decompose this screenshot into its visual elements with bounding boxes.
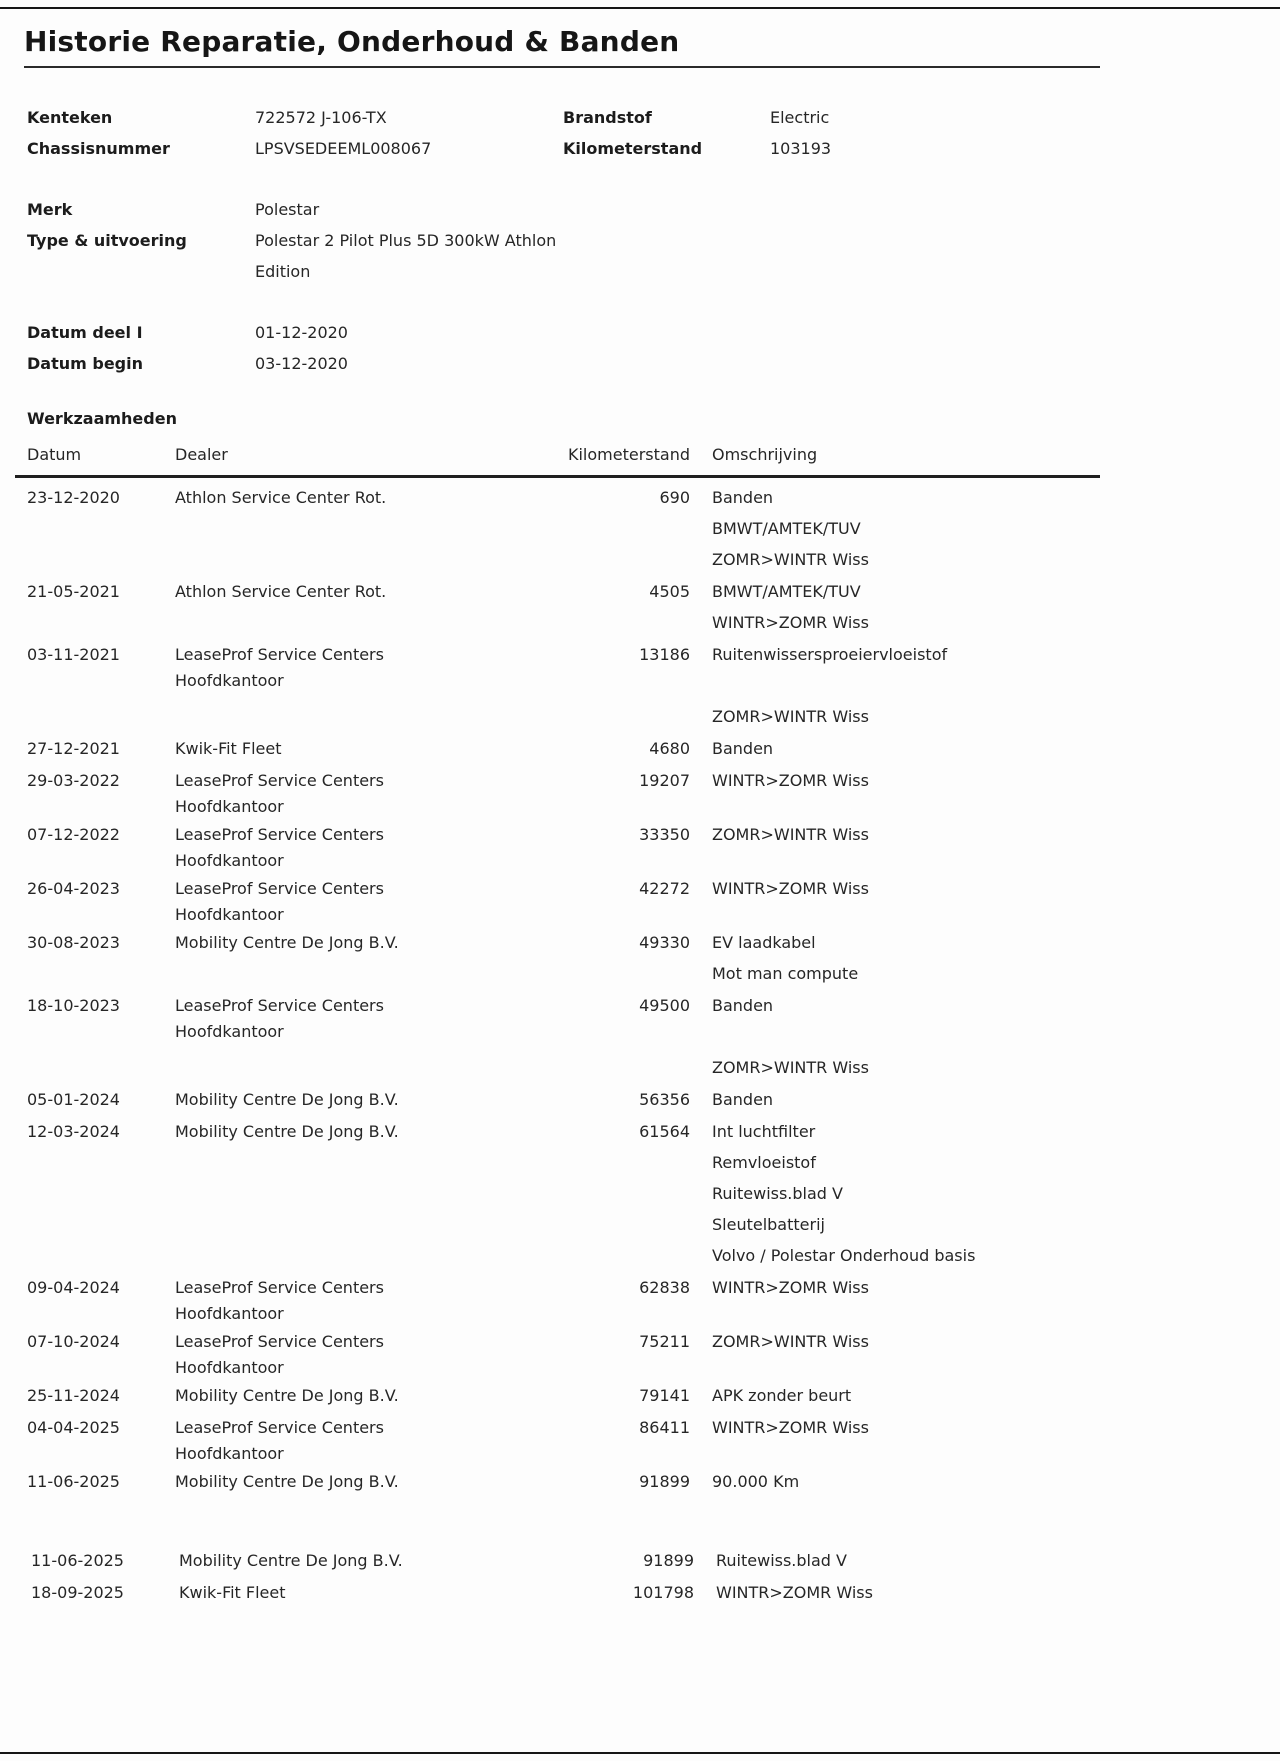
cell-kilometerstand: 13186: [639, 645, 690, 664]
info-label: Type & uitvoering: [27, 231, 187, 250]
dealer-line: LeaseProf Service Centers: [175, 996, 384, 1015]
omschrijving-line: Sleutelbatterij: [712, 1215, 825, 1234]
dealer-line: Hoofdkantoor: [175, 851, 284, 870]
dealer-line: Kwik-Fit Fleet: [175, 739, 282, 758]
cell-omschrijving: [690, 765, 1100, 818]
vehicle-info-group: [27, 102, 1280, 164]
info-value: 722572 J-106-TX: [255, 108, 387, 127]
cell-datum: 07-12-2022: [27, 825, 120, 844]
omschrijving-line: ZOMR>WINTR Wiss: [712, 1058, 869, 1077]
dealer-line: Athlon Service Center Rot.: [175, 582, 387, 601]
info-spacer: [563, 348, 770, 379]
dealer-line: LeaseProf Service Centers: [175, 879, 384, 898]
dealer-line: LeaseProf Service Centers: [175, 645, 384, 664]
table-row: [27, 927, 1100, 989]
dealer-line: LeaseProf Service Centers: [175, 771, 384, 790]
info-value: Polestar 2 Pilot Plus 5D 300kW Athlon Edition: [255, 231, 557, 281]
info-label: Kilometerstand: [563, 139, 703, 158]
table-row: [27, 1466, 1100, 1497]
info-value: Polestar: [255, 200, 320, 219]
cell-kilometerstand: 19207: [639, 771, 690, 790]
table-row: [27, 990, 1100, 1083]
cell-kilometerstand: 690: [659, 488, 690, 507]
dealer-line: Mobility Centre De Jong B.V.: [175, 1472, 399, 1491]
table-row: [27, 765, 1100, 818]
omschrijving-line: Volvo / Polestar Onderhoud basis: [712, 1246, 976, 1265]
cell-omschrijving: [690, 1116, 1100, 1271]
cell-dealer: [175, 1116, 545, 1271]
cell-kilometerstand: 4505: [649, 582, 690, 601]
cell-dealer: [175, 1326, 545, 1379]
dealer-line: LeaseProf Service Centers: [175, 1278, 384, 1297]
cell-dealer: [175, 576, 545, 638]
table-row: [31, 1577, 1100, 1608]
cell-kilometerstand: 49500: [639, 996, 690, 1015]
dealer-line: Hoofdkantoor: [175, 905, 284, 924]
table-row: [31, 1545, 1100, 1576]
cell-datum: 29-03-2022: [27, 771, 120, 790]
cell-kilometerstand: 42272: [639, 879, 690, 898]
omschrijving-line: WINTR>ZOMR Wiss: [712, 1278, 869, 1297]
cell-datum: 05-01-2024: [27, 1090, 120, 1109]
cell-dealer: [175, 639, 545, 732]
cell-kilometerstand: 62838: [639, 1278, 690, 1297]
table-header-row: [15, 439, 1100, 478]
table-row: [27, 1272, 1100, 1325]
cell-omschrijving: [690, 990, 1100, 1083]
cell-kilometerstand: 86411: [639, 1418, 690, 1437]
cell-omschrijving: [690, 733, 1100, 764]
cell-omschrijving: [690, 576, 1100, 638]
omschrijving-line: WINTR>ZOMR Wiss: [712, 771, 869, 790]
dealer-line: Hoofdkantoor: [175, 1444, 284, 1463]
cell-kilometerstand: 33350: [639, 825, 690, 844]
omschrijving-line: Int luchtfilter: [712, 1122, 816, 1141]
cell-dealer: [175, 765, 545, 818]
omschrijving-line: EV laadkabel: [712, 933, 816, 952]
table-row: [27, 1116, 1100, 1271]
cell-omschrijving: [690, 482, 1100, 575]
omschrijving-line: WINTR>ZOMR Wiss: [712, 1418, 869, 1437]
omschrijving-line: Banden: [712, 1090, 774, 1109]
info-spacer: [770, 348, 1280, 379]
table-row: [27, 482, 1100, 575]
vehicle-info-section: [27, 102, 1280, 379]
cell-datum: 12-03-2024: [27, 1122, 120, 1141]
cell-datum: 07-10-2024: [27, 1332, 120, 1351]
info-value: 01-12-2020: [255, 323, 348, 342]
cell-omschrijving: [690, 639, 1100, 732]
cell-datum: 30-08-2023: [27, 933, 120, 952]
omschrijving-line: WINTR>ZOMR Wiss: [716, 1583, 873, 1602]
omschrijving-line: Remvloeistof: [712, 1153, 816, 1172]
cell-dealer: [175, 482, 545, 575]
dealer-line: Hoofdkantoor: [175, 1022, 284, 1041]
dealer-line: Mobility Centre De Jong B.V.: [175, 933, 399, 952]
page-title: Historie Reparatie, Onderhoud & Banden: [24, 25, 680, 58]
cell-datum: 23-12-2020: [27, 488, 120, 507]
header-dealer: Dealer: [175, 445, 228, 464]
cell-dealer: [175, 1272, 545, 1325]
omschrijving-line: 90.000 Km: [712, 1472, 800, 1491]
cell-datum: 11-06-2025: [31, 1551, 124, 1570]
info-spacer: [563, 225, 770, 287]
omschrijving-line: Ruitewiss.blad V: [716, 1551, 847, 1570]
dealer-line: LeaseProf Service Centers: [175, 1418, 384, 1437]
cell-datum: 21-05-2021: [27, 582, 120, 601]
omschrijving-line: Banden: [712, 488, 774, 507]
dealer-line: Mobility Centre De Jong B.V.: [175, 1090, 399, 1109]
vehicle-info-group: [27, 317, 1280, 379]
dealer-line: LeaseProf Service Centers: [175, 1332, 384, 1351]
cell-datum: 18-09-2025: [31, 1583, 124, 1602]
dealer-line: Hoofdkantoor: [175, 1304, 284, 1323]
cell-dealer: [179, 1577, 549, 1608]
info-value: LPSVSEDEEML008067: [255, 139, 432, 158]
work-history-table: [27, 439, 1100, 1608]
dealer-line: Hoofdkantoor: [175, 671, 284, 690]
section-title-werkzaamheden: Werkzaamheden: [27, 409, 177, 428]
table-row: [27, 1380, 1100, 1411]
cell-dealer: [175, 819, 545, 872]
cell-dealer: [175, 1380, 545, 1411]
omschrijving-line: ZOMR>WINTR Wiss: [712, 707, 869, 726]
omschrijving-line: Ruitewiss.blad V: [712, 1184, 843, 1203]
cell-kilometerstand: 61564: [639, 1122, 690, 1141]
info-spacer: [563, 317, 770, 348]
table-body: [27, 478, 1100, 1608]
omschrijving-line: [712, 1021, 1100, 1052]
cell-kilometerstand: 75211: [639, 1332, 690, 1351]
info-spacer: [770, 317, 1280, 348]
cell-omschrijving: [694, 1545, 1100, 1576]
info-spacer: [563, 194, 770, 225]
info-value: Electric: [770, 108, 830, 127]
info-value: 03-12-2020: [255, 354, 348, 373]
omschrijving-line: BMWT/AMTEK/TUV: [712, 582, 861, 601]
dealer-line: Athlon Service Center Rot.: [175, 488, 387, 507]
header-datum: Datum: [27, 445, 82, 464]
table-row: [27, 576, 1100, 638]
cell-dealer: [175, 927, 545, 989]
vehicle-info-group: [27, 194, 1280, 287]
omschrijving-line: ZOMR>WINTR Wiss: [712, 1332, 869, 1351]
cell-omschrijving: [690, 1412, 1100, 1465]
cell-dealer: [175, 873, 545, 926]
table-row: [27, 1084, 1100, 1115]
cell-kilometerstand: 91899: [643, 1551, 694, 1570]
omschrijving-line: ZOMR>WINTR Wiss: [712, 825, 869, 844]
cell-dealer: [179, 1545, 549, 1576]
omschrijving-line: Banden: [712, 739, 774, 758]
cell-omschrijving: [690, 1272, 1100, 1325]
dealer-line: LeaseProf Service Centers: [175, 825, 384, 844]
table-row: [27, 639, 1100, 732]
dealer-line: Mobility Centre De Jong B.V.: [175, 1386, 399, 1405]
cell-omschrijving: [690, 1466, 1100, 1497]
info-label: Datum begin: [27, 354, 143, 373]
omschrijving-line: Ruitenwissersproeiervloeistof: [712, 645, 948, 664]
omschrijving-line: WINTR>ZOMR Wiss: [712, 879, 869, 898]
info-label: Brandstof: [563, 108, 652, 127]
dealer-line: Mobility Centre De Jong B.V.: [179, 1551, 403, 1570]
bottom-divider: [0, 1752, 1280, 1754]
cell-kilometerstand: 49330: [639, 933, 690, 952]
omschrijving-line: BMWT/AMTEK/TUV: [712, 519, 861, 538]
document-content: [0, 24, 1280, 1608]
info-label: Chassisnummer: [27, 139, 170, 158]
header-omschrijving: Omschrijving: [712, 445, 818, 464]
omschrijving-line: ZOMR>WINTR Wiss: [712, 550, 869, 569]
cell-omschrijving: [690, 819, 1100, 872]
table-row: [27, 1412, 1100, 1465]
top-divider: [0, 7, 1280, 9]
info-label: Kenteken: [27, 108, 113, 127]
cell-datum: 25-11-2024: [27, 1386, 120, 1405]
omschrijving-line: [712, 670, 1100, 701]
cell-kilometerstand: 56356: [639, 1090, 690, 1109]
cell-kilometerstand: 4680: [649, 739, 690, 758]
omschrijving-line: Banden: [712, 996, 774, 1015]
cell-kilometerstand: 79141: [639, 1386, 690, 1405]
table-row: [27, 819, 1100, 872]
header-kilometerstand: Kilometerstand: [567, 445, 690, 464]
cell-datum: 27-12-2021: [27, 739, 120, 758]
table-row: [27, 733, 1100, 764]
dealer-line: Hoofdkantoor: [175, 797, 284, 816]
info-spacer: [770, 194, 1280, 225]
info-value: 103193: [770, 139, 832, 158]
cell-dealer: [175, 733, 545, 764]
cell-datum: 18-10-2023: [27, 996, 120, 1015]
dealer-line: Hoofdkantoor: [175, 1358, 284, 1377]
dealer-line: Mobility Centre De Jong B.V.: [175, 1122, 399, 1141]
title-divider: [24, 66, 1100, 68]
omschrijving-line: WINTR>ZOMR Wiss: [712, 613, 869, 632]
cell-datum: 09-04-2024: [27, 1278, 120, 1297]
cell-dealer: [175, 1084, 545, 1115]
cell-omschrijving: [690, 873, 1100, 926]
cell-kilometerstand: 101798: [632, 1583, 694, 1602]
omschrijving-line: Mot man compute: [712, 964, 859, 983]
cell-datum: 26-04-2023: [27, 879, 120, 898]
omschrijving-line: APK zonder beurt: [712, 1386, 852, 1405]
cell-datum: 11-06-2025: [27, 1472, 120, 1491]
table-row: [27, 1326, 1100, 1379]
cell-dealer: [175, 1466, 545, 1497]
cell-omschrijving: [694, 1577, 1100, 1608]
cell-omschrijving: [690, 1380, 1100, 1411]
dealer-line: Kwik-Fit Fleet: [179, 1583, 286, 1602]
info-spacer: [770, 225, 1280, 287]
info-label: Datum deel I: [27, 323, 143, 342]
cell-omschrijving: [690, 1326, 1100, 1379]
cell-datum: 04-04-2025: [27, 1418, 120, 1437]
cell-dealer: [175, 1412, 545, 1465]
info-label: Merk: [27, 200, 73, 219]
cell-omschrijving: [690, 927, 1100, 989]
table-row: [27, 873, 1100, 926]
cell-kilometerstand: 91899: [639, 1472, 690, 1491]
cell-omschrijving: [690, 1084, 1100, 1115]
cell-dealer: [175, 990, 545, 1083]
cell-datum: 03-11-2021: [27, 645, 120, 664]
